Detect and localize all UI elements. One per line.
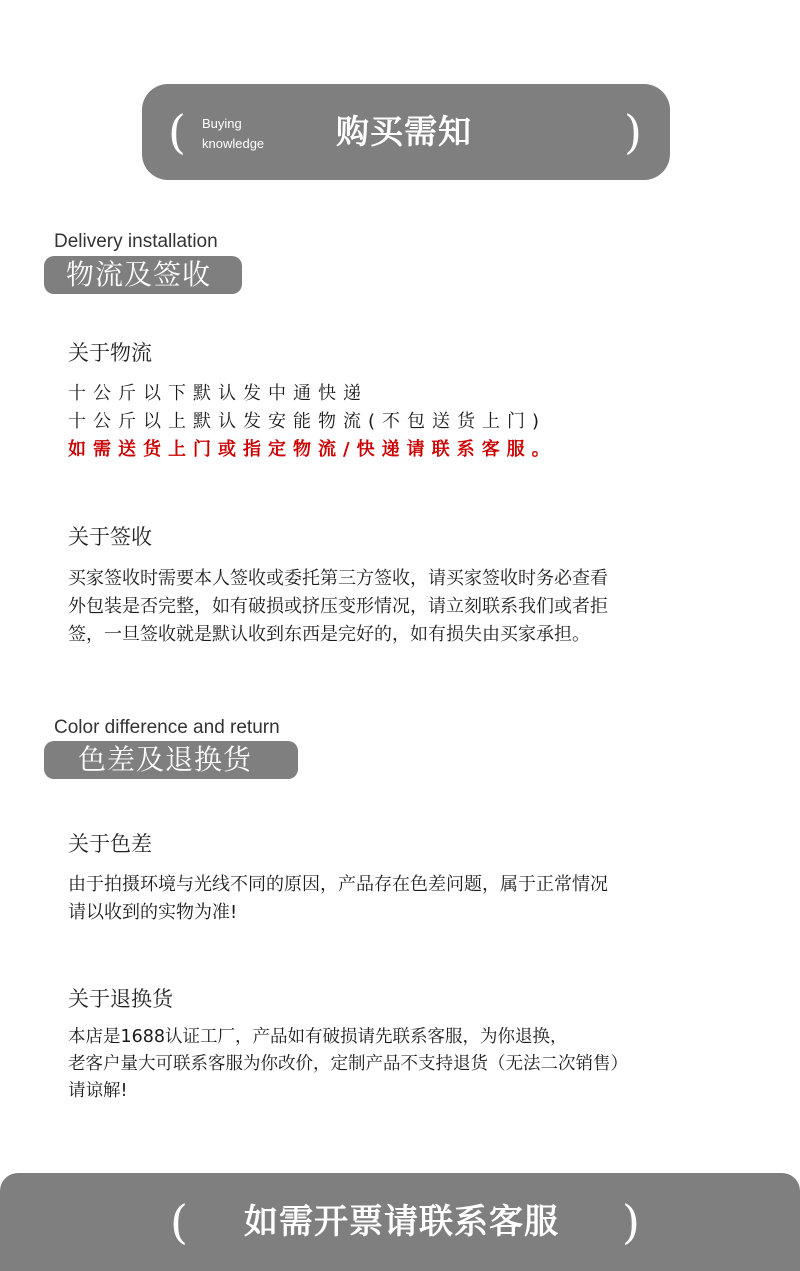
logistics-contact-note: 如需送货上门或指定物流/快递请联系客服。 (68, 439, 557, 460)
close-paren: ) (624, 105, 642, 159)
receipt-line: 外包装是否完整，如有破损或挤压变形情况，请立刻联系我们或者拒 (68, 596, 608, 617)
header-subtitle-en (202, 114, 264, 154)
about-logistics-heading: 关于物流 (68, 341, 152, 365)
color-return-section-title: 色差及退换货 (44, 741, 298, 779)
logistics-section-title: 物流及签收 (44, 256, 242, 294)
color-line: 请以收到的实物为准! (68, 902, 238, 923)
about-return-heading: 关于退换货 (68, 987, 173, 1011)
logistics-line: 十公斤以上默认发安能物流(不包送货上门) (68, 411, 547, 432)
open-paren: ( (170, 1195, 188, 1249)
logistics-line: 十公斤以下默认发中通快递 (68, 383, 368, 404)
header-title: 购买需知 (336, 112, 472, 151)
header-banner (142, 84, 670, 180)
close-paren: ) (622, 1195, 640, 1249)
header-en-line2: knowledge (202, 136, 265, 151)
return-line: 本店是1688认证工厂，产品如有破损请先联系客服，为你退换， (68, 1027, 568, 1047)
return-line: 老客户量大可联系客服为你改价，定制产品不支持退货（无法二次销售） (68, 1054, 628, 1074)
about-color-text (68, 871, 608, 927)
about-logistics-text (68, 380, 557, 464)
about-receipt-text (68, 565, 608, 649)
color-line: 由于拍摄环境与光线不同的原因，产品存在色差问题，属于正常情况 (68, 874, 608, 895)
logistics-section-en-title: Delivery installation (54, 231, 218, 252)
footer-title: 如需开票请联系客服 (244, 1202, 559, 1242)
about-color-heading: 关于色差 (68, 832, 152, 856)
return-line: 请谅解! (68, 1081, 128, 1101)
header-en-line1: Buying (202, 116, 242, 131)
receipt-line: 签，一旦签收就是默认收到东西是完好的，如有损失由买家承担。 (68, 624, 590, 645)
about-receipt-heading: 关于签收 (68, 525, 152, 549)
about-return-text (68, 1024, 628, 1105)
receipt-line: 买家签收时需要本人签收或委托第三方签收，请买家签收时务必查看 (68, 568, 608, 589)
open-paren: ( (168, 105, 186, 159)
invoice-contact-banner (0, 1173, 800, 1271)
color-return-section-en-title: Color difference and return (54, 717, 280, 738)
